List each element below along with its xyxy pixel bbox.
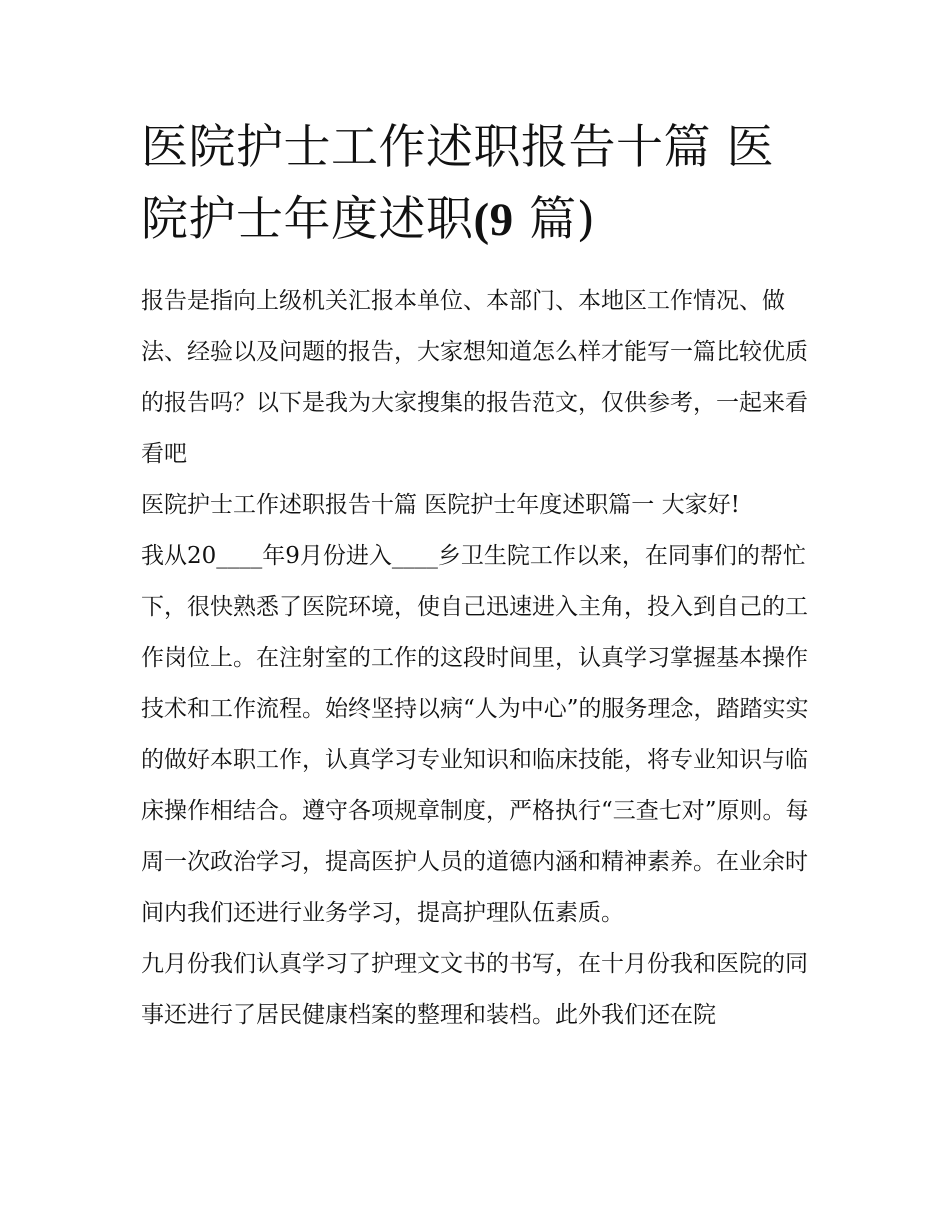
intro-paragraph: 报告是指向上级机关汇报本单位、本部门、本地区工作情况、做法、经验以及问题的报告，大家想知道怎么样才能写一篇比较优质的报告吗？以下是我为大家搜集的报告范文，仅供参考，一起来看看吧 xyxy=(141,288,808,467)
document-title xyxy=(141,112,813,256)
title-count: (9 xyxy=(473,194,514,246)
document-body xyxy=(141,276,813,1041)
title-text: 医院护士工作述职报告十篇 医院护士年度述职 xyxy=(141,120,774,247)
document-page xyxy=(141,112,813,1041)
body-paragraph: 九月份我们认真学习了护理文文书的书写，在十月份我和医院的同事还进行了居民健康档案的整理和装档。此外我们还在院 xyxy=(141,951,808,1028)
body-paragraph: 我从20____年9月份进入____乡卫生院工作以来，在同事们的帮忙下，很快熟悉了医院环境，使自己迅速进入主角，投入到自己的工作岗位上。在注射室的工作的这段时间里，认真学习掌握基本操作技术和工作流程。始终坚持以病“人为中心”的服务理念，踏踏实实的做好本职工作，认真学习专业知识和临床技能，将专业知识与临床操作相结合。遵守各项规章制度，严格执行“三查七对”原则。每周一次政治学习，提高医护人员的道德内涵和精神素养。在业余时间内我们还进行业务学习，提高护理队伍素质。 xyxy=(141,543,809,926)
section-heading: 医院护士工作述职报告十篇 医院护士年度述职篇一 大家好! xyxy=(141,492,740,518)
title-suffix: 篇) xyxy=(513,192,596,247)
